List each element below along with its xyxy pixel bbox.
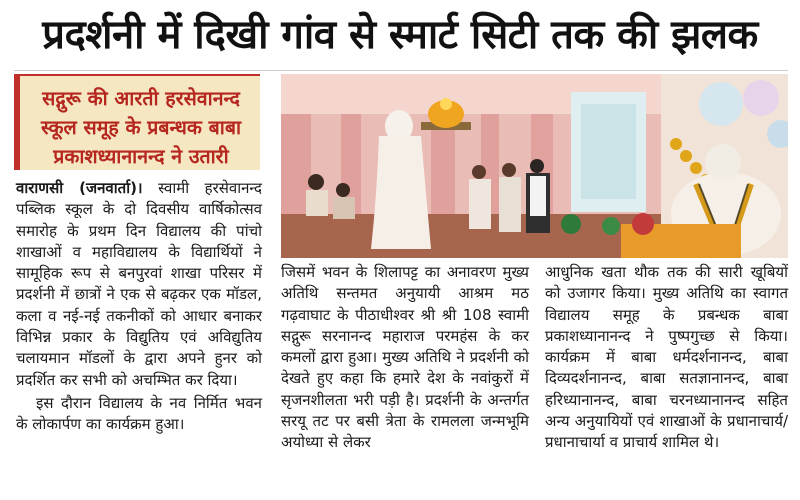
subheadline: सद्गुरू की आरती हरसेवानन्द स्कूल समूह के प्रबन्धक बाबा प्रकाशध्यानानन्द ने उतारी xyxy=(40,87,242,168)
paragraph: आधुनिक खता थौक तक की सारी खूबियों को उजागर किया। मुख्य अतिथि का स्वागत विद्यालय समूह के प्रबन्धक बाबा प्रकाशध्यानानन्द ने पुष्पगुच्छ से किया। कार्यक्रम में बाबा धर्मदर्शनानन्द, बाबा दिव्यदर्शनानन्द, बाबा सतज्ञानानन्द, बाबा हरिध्यानानन्द, बाबा चरनध्यानानन्द सहित अन्य अनुयायियों एवं शाखाओं के प्रधानाचार्य/प्रधानाचार्या व प्राचार्य शामिल थे। xyxy=(545,263,788,452)
headline: प्रदर्शनी में दिखी गांव से स्मार्ट सिटी तक की झलक xyxy=(42,12,758,58)
paragraph-text: स्वामी हरसेवानन्द पब्लिक स्कूल के दो दिवसीय वार्षिकोत्सव समारोह के प्रथम दिन विद्यालय की पांचो शाखाओं व महाविद्यालय के विद्यार्थियों ने सामूहिक रूप से बनपुरवां शाखा परिसर में प्रदर्शनी में छात्रों ने एक से बढ़कर एक मॉडल, कला व नई-नई तकनीकों को आधार बनाकर विभिन्न प्रकार के विद्युतिय एवं अविद्युतिय चलायमान मॉडलों के द्वारा अपने हुनर को प्रदर्शित कर सभी को अचम्भित कर दिया। xyxy=(16,179,262,389)
article-column-3 xyxy=(545,262,788,454)
article-column-1 xyxy=(16,178,262,436)
paragraph: इस दौरान विद्यालय के नव निर्मित भवन के लोकार्पण का कार्यक्रम हुआ। xyxy=(16,393,262,434)
paragraph xyxy=(16,178,262,391)
article-column-2 xyxy=(281,262,529,454)
paragraph: जिसमें भवन के शिलापट्ट का अनावरण मुख्य अतिथि सन्तमत अनुयायी आश्रम मठ गढ़वाघाट के पीठाधीश्वर श्री श्री 108 स्वामी सद्गुरू सरनानन्द महाराज परमहंस के कर कमलों द्वारा हुआ। मुख्य अतिथि ने प्रदर्शनी को देखते हुए कहा कि हमारे देश के नवांकुरों में सृजनशीलता भरी पड़ी है। प्रदर्शनी के अन्तर्गत सरयू तट पर बसी त्रेता के रामलला जन्मभूमि अयोध्या से लेकर xyxy=(281,263,529,452)
ceremony-photo-illustration xyxy=(281,74,788,258)
dateline: वाराणसी (जनवार्ता)। xyxy=(16,179,143,197)
subheadline-box xyxy=(14,74,260,170)
news-photo xyxy=(281,74,788,258)
divider xyxy=(14,70,788,71)
